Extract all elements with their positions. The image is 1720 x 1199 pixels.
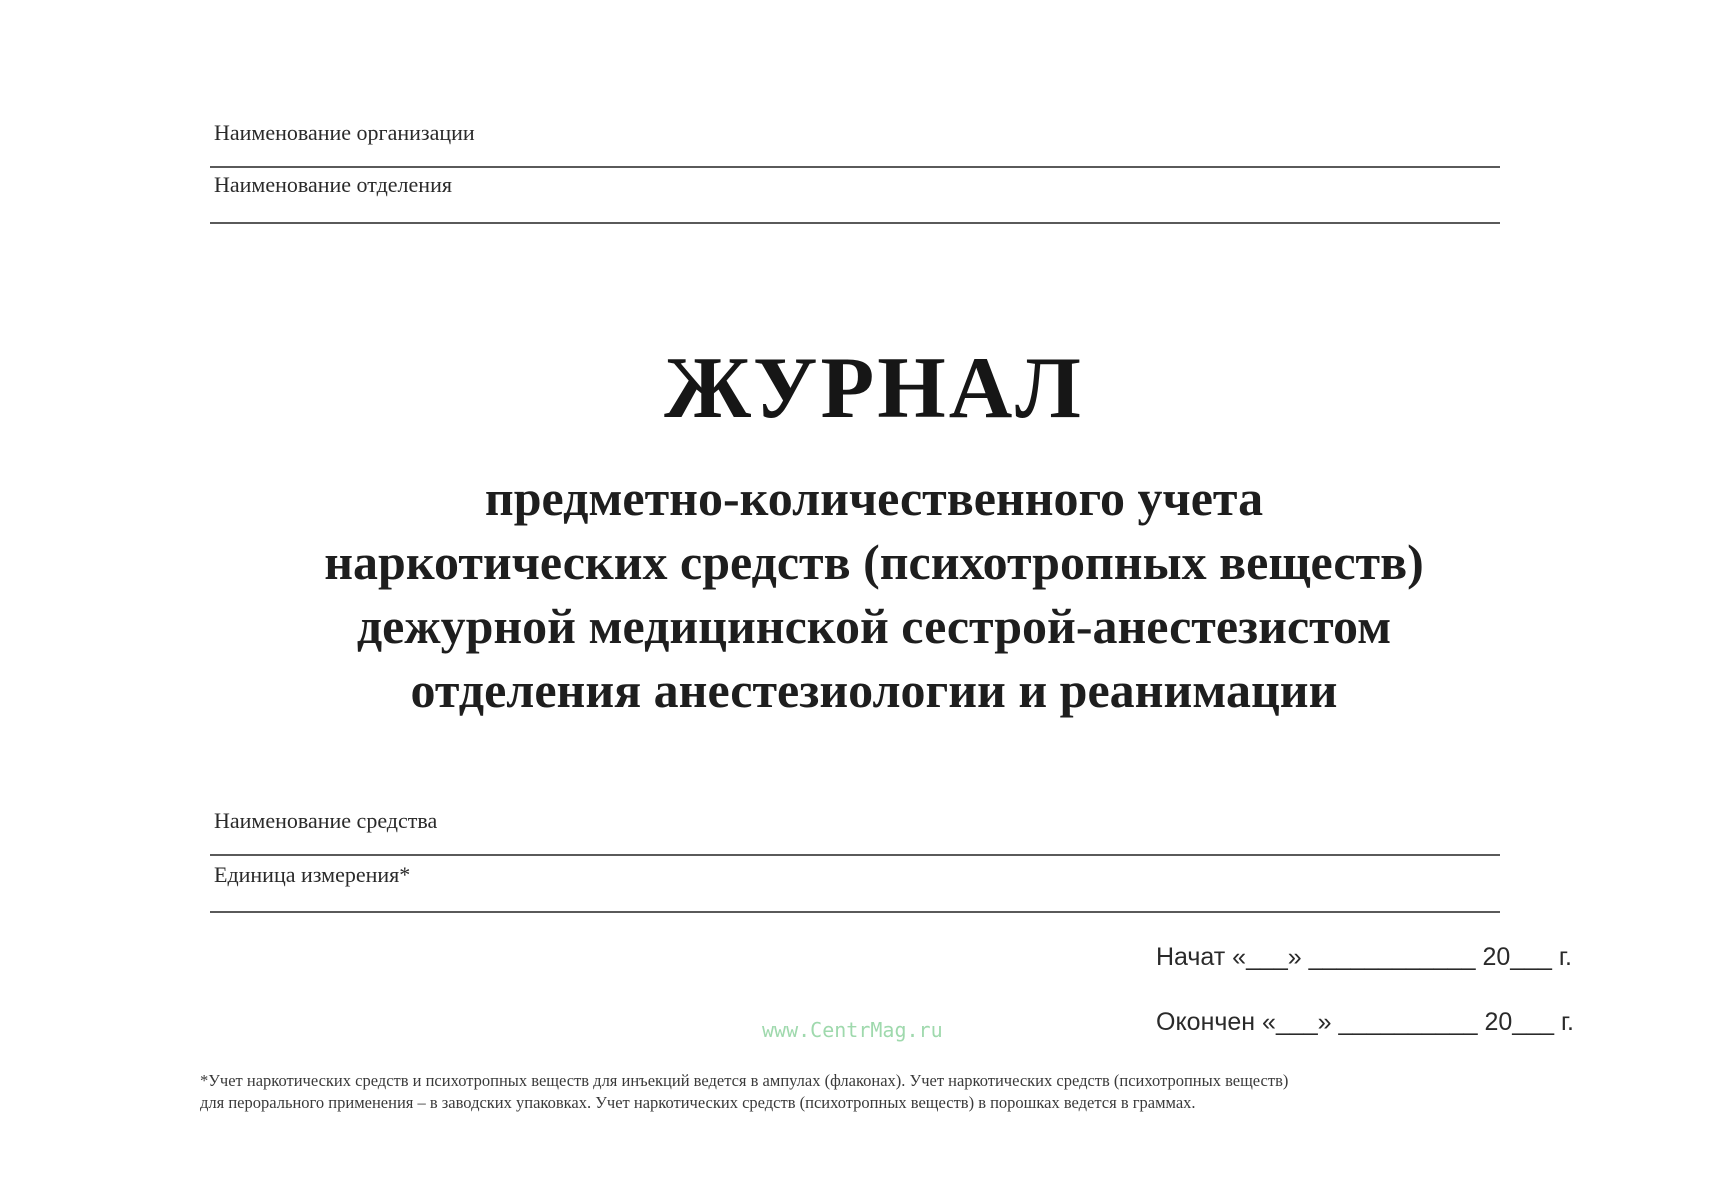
journal-subtitle — [0, 466, 1720, 722]
department-label: Наименование отделения — [214, 172, 452, 197]
organization-line — [210, 166, 1500, 168]
footnote-line: для перорального применения – в заводских упаковках. Учет наркотических средств (психотропных веществ) в порошках ведется в граммах. — [200, 1093, 1196, 1112]
unit-label: Единица измерения* — [214, 862, 411, 887]
finished-date: Окончен «___» __________ 20___ г. — [1156, 1008, 1574, 1036]
subtitle-line: наркотических средств (психотропных веществ) — [324, 534, 1424, 590]
department-line — [210, 222, 1500, 224]
substance-label: Наименование средства — [214, 808, 438, 833]
substance-line — [210, 854, 1500, 856]
journal-title: ЖУРНАЛ — [664, 340, 1084, 437]
footnote-line: *Учет наркотических средств и психотропных веществ для инъекций ведется в ампулах (флаконах). Учет наркотических средств (психотропных веществ) — [200, 1071, 1289, 1090]
unit-line — [210, 911, 1500, 913]
subtitle-line: дежурной медицинской сестрой-анестезистом — [356, 598, 1392, 654]
organization-label: Наименование организации — [214, 120, 475, 145]
subtitle-line: отделения анестезиологии и реанимации — [410, 662, 1338, 718]
subtitle-line: предметно-количественного учета — [484, 470, 1264, 526]
footnote — [200, 1070, 1580, 1114]
watermark: www.CentrMag.ru — [762, 1018, 943, 1042]
started-date: Начат «___» ____________ 20___ г. — [1156, 943, 1572, 971]
